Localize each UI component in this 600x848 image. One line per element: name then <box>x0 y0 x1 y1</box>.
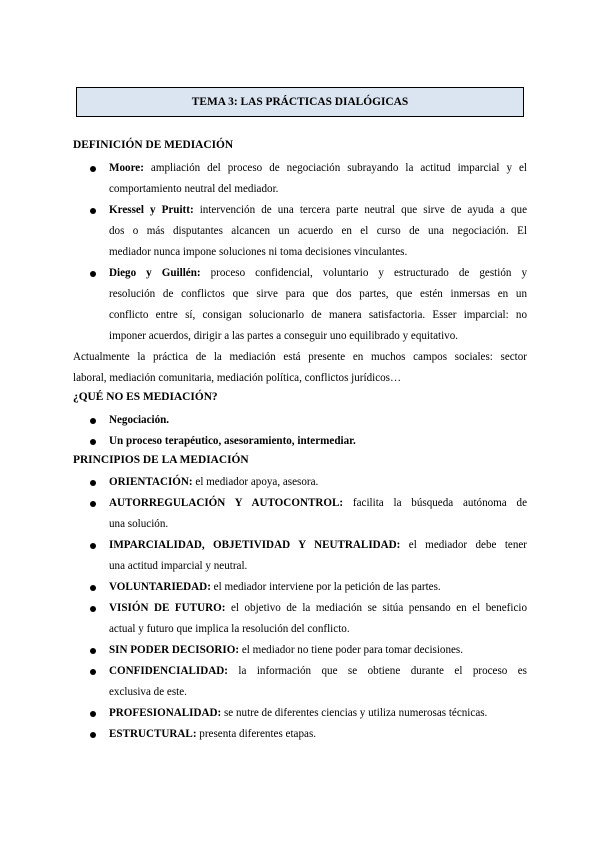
item-text: actual y futuro que implica la resolución del conflicto. <box>109 623 350 635</box>
paragraph-line: laboral, mediación comunitaria, mediación política, conflictos jurídicos… <box>73 372 402 384</box>
item-text: el mediador apoya, asesora. <box>192 476 319 488</box>
item-text: el mediador debe tener <box>400 539 527 551</box>
list-item <box>109 703 527 724</box>
bullet-icon <box>90 648 96 654</box>
item-text: imponer acuerdos, dirigir a las partes a conseguir uno equilibrado y equitativo. <box>109 330 459 342</box>
list-item <box>109 598 527 640</box>
item-term: SIN PODER DECISORIO: <box>109 644 240 656</box>
list-item <box>109 263 527 347</box>
bullet-icon <box>90 585 96 591</box>
item-text: el mediador interviene por la petición de las partes. <box>210 581 441 593</box>
item-text: intervención de una tercera parte neutral que sirve de ayuda a que <box>193 204 528 216</box>
item-text: conflicto entre sí, consigan solucionarlo de manera satisfactoria. Esser imparcial: no <box>109 309 527 321</box>
item-term: ORIENTACIÓN: <box>109 476 193 488</box>
item-term: AUTORREGULACIÓN Y AUTOCONTROL: <box>109 497 344 509</box>
section-heading-definicion: DEFINICIÓN DE MEDIACIÓN <box>73 139 234 151</box>
item-term: ESTRUCTURAL: <box>109 728 197 740</box>
item-term: CONFIDENCIALIDAD: <box>109 665 228 677</box>
item-text: resolución de conflictos que sirve para que dos partes, que estén inmersas en un <box>109 288 527 300</box>
paragraph <box>73 347 527 389</box>
paragraph-line: Actualmente la práctica de la mediación está presente en muchos campos sociales: sector <box>73 351 527 363</box>
item-text: mediador nunca impone soluciones ni toma decisiones vinculantes. <box>109 246 408 258</box>
item-text: se nutre de diferentes ciencias y utiliza numerosas técnicas. <box>221 707 488 719</box>
item-term: VOLUNTARIEDAD: <box>109 581 211 593</box>
bullet-icon <box>90 711 96 717</box>
item-text: el objetivo de la mediación se sitúa pensando en el beneficio <box>225 602 527 614</box>
bullet-icon <box>90 166 96 172</box>
list-item <box>109 200 527 263</box>
bullet-icon <box>90 418 96 424</box>
item-term: VISIÓN DE FUTURO: <box>109 602 226 614</box>
bullet-icon <box>90 439 96 445</box>
item-text: una actitud imparcial y neutral. <box>109 560 248 572</box>
item-text: dos o más disputantes alcancen un acuerdo en el curso de una negociación. El <box>109 225 527 237</box>
item-text: proceso confidencial, voluntario y estructurado de gestión y <box>200 267 528 279</box>
section-heading-que-no-es: ¿QUÉ NO ES MEDIACIÓN? <box>73 391 218 403</box>
item-term: IMPARCIALIDAD, OBJETIVIDAD Y NEUTRALIDAD: <box>109 539 401 551</box>
bullet-icon <box>90 543 96 549</box>
item-text: presenta diferentes etapas. <box>196 728 317 740</box>
list-item <box>109 535 527 577</box>
list-item <box>109 472 527 493</box>
list-item <box>109 158 527 200</box>
page-title: TEMA 3: LAS PRÁCTICAS DIALÓGICAS <box>76 87 524 117</box>
item-text: la información que se obtiene durante el proceso es <box>227 665 527 677</box>
list-item <box>109 661 527 703</box>
item-text: comportamiento neutral del mediador. <box>109 183 279 195</box>
item-text: facilita la búsqueda autónoma de <box>343 497 527 509</box>
item-term: Kressel y Pruitt: <box>109 204 194 216</box>
item-term: Diego y Guillén: <box>109 267 201 279</box>
bullet-icon <box>90 606 96 612</box>
item-text: el mediador no tiene poder para tomar decisiones. <box>239 644 464 656</box>
list-item <box>109 493 527 535</box>
list-item: Un proceso terapéutico, asesoramiento, intermediar. <box>109 435 356 447</box>
item-term: Moore: <box>109 162 144 174</box>
list-item <box>109 640 527 661</box>
item-text: una solución. <box>109 518 169 530</box>
item-text: exclusiva de este. <box>109 686 187 698</box>
bullet-icon <box>90 271 96 277</box>
bullet-icon <box>90 208 96 214</box>
bullet-icon <box>90 732 96 738</box>
bullet-icon <box>90 480 96 486</box>
bullet-icon <box>90 669 96 675</box>
section-heading-principios: PRINCIPIOS DE LA MEDIACIÓN <box>73 454 249 466</box>
item-term: PROFESIONALIDAD: <box>109 707 222 719</box>
list-item <box>109 577 527 598</box>
item-text: ampliación del proceso de negociación subrayando la actitud imparcial y el <box>143 162 527 174</box>
list-item <box>109 724 527 745</box>
list-item: Negociación. <box>109 414 170 426</box>
bullet-icon <box>90 501 96 507</box>
